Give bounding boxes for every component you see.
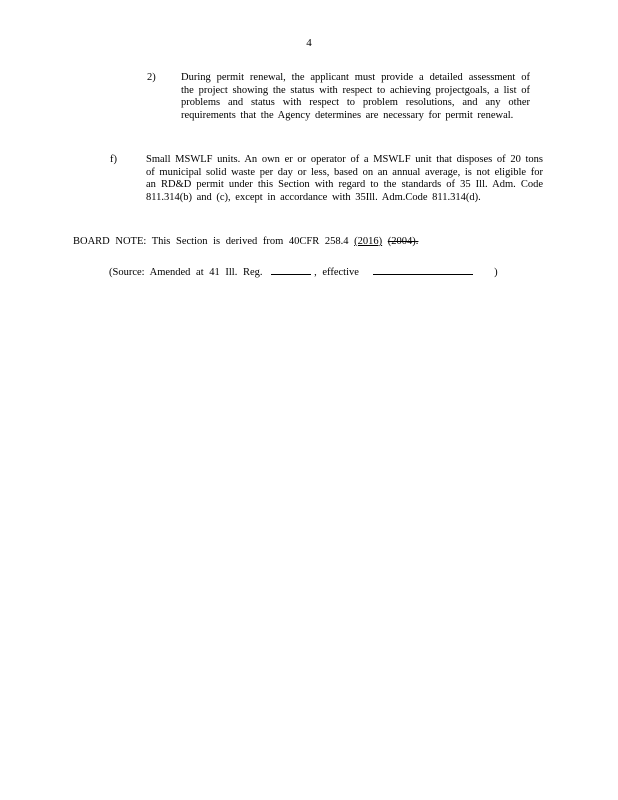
page-number: 4 (306, 37, 312, 49)
source-open-text: (Source: Amended at 41 Ill. Reg. (109, 267, 263, 278)
board-note-period: . (415, 236, 419, 247)
source-close-paren: ) (494, 267, 498, 278)
board-note-text: BOARD NOTE: This Section is derived from 40CFR 258.4 (73, 236, 349, 247)
board-note (73, 236, 543, 249)
register-blank (271, 264, 311, 275)
item-2-label: 2) (147, 72, 156, 83)
item-f-label: f) (110, 154, 117, 165)
item-2-paragraph: During permit renewal, the applicant must provide a detailed assessment of the project showing the status with respect to achieving projectgoals, a list of problems and status with respect to problem resolutions, and any other requirements that the Agency determines are necessary for permit renewal. (181, 72, 530, 121)
source-line (109, 264, 559, 280)
source-comma: , (314, 267, 317, 278)
item-f-paragraph: Small MSWLF units. An own er or operator of a MSWLF unit that disposes of 20 tons of municipal solid waste per day or less, based on an annual average, is not eligible for an RD&D permit under this Section with regard to the standards of 35 Ill. Adm. Code 811.314(b) and (c), except in accordance with 35Ill. Adm.Code 811.314(d). (146, 154, 543, 203)
board-note-deleted-year: (2004) (387, 236, 416, 247)
effective-label: effective (322, 267, 359, 278)
board-note-inserted-year: (2016) (354, 236, 383, 247)
effective-date-blank (373, 264, 473, 275)
